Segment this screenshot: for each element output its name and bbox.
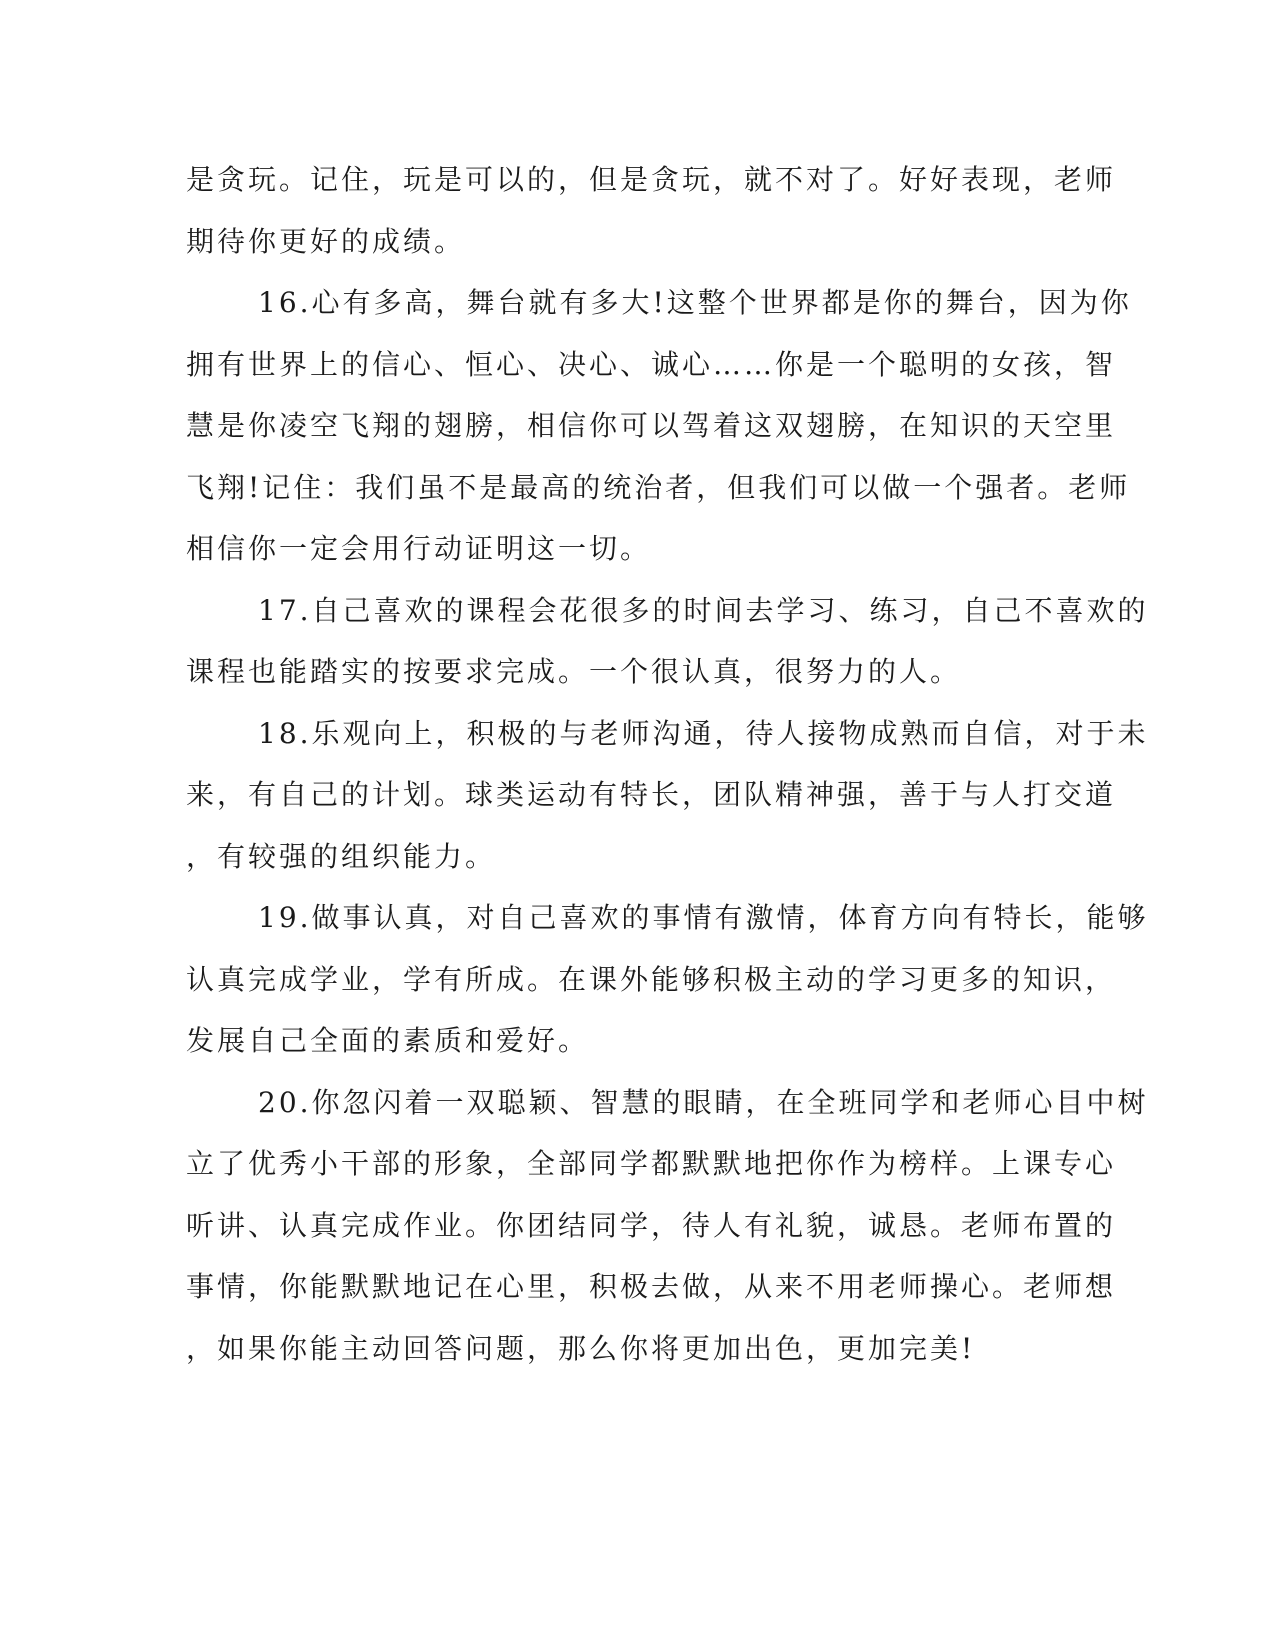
paragraph-18 [186, 712, 1149, 897]
text-line: 飞翔!记住：我们虽不是最高的统治者，但我们可以做一个强者。老师 [186, 470, 1131, 504]
text-line: 拥有世界上的信心、恒心、决心、诚心……你是一个聪明的女孩，智 [186, 347, 1117, 381]
text-line: 是贪玩。记住，玩是可以的，但是贪玩，就不对了。好好表现，老师 [186, 163, 1117, 196]
text-line: 听讲、认真完成作业。你团结同学，待人有礼貌，诚恳。老师布置的 [186, 1208, 1117, 1242]
text-line: ，有较强的组织能力。 [186, 839, 497, 873]
paragraph-16 [186, 281, 1132, 589]
text-line: 立了优秀小干部的形象，全部同学都默默地把你作为榜样。上课专心 [186, 1147, 1117, 1180]
text-line: 20.你忽闪着一双聪颖、智慧的眼睛，在全班同学和老师心目中树 [258, 1085, 1149, 1119]
paragraph-17 [186, 589, 1149, 712]
document-body [186, 158, 1149, 1388]
text-line: 期待你更好的成绩。 [186, 224, 466, 258]
text-line: 慧是你凌空飞翔的翅膀，相信你可以驾着这双翅膀，在知识的天空里 [186, 409, 1117, 442]
text-line: 事情，你能默默地记在心里，积极去做，从来不用老师操心。老师想 [186, 1270, 1117, 1303]
text-line: 课程也能踏实的按要求完成。一个很认真，很努力的人。 [186, 655, 962, 688]
paragraph-continuation [186, 158, 1117, 281]
text-line: 19.做事认真，对自己喜欢的事情有激情，体育方向有特长，能够 [258, 901, 1149, 934]
text-line: 16.心有多高，舞台就有多大!这整个世界都是你的舞台，因为你 [258, 286, 1132, 319]
text-line: 来，有自己的计划。球类运动有特长，团队精神强，善于与人打交道 [186, 778, 1117, 811]
text-line: 18.乐观向上，积极的与老师沟通，待人接物成熟而自信，对于未 [258, 716, 1149, 750]
paragraph-19 [186, 896, 1149, 1081]
text-line: 发展自己全面的素质和爱好。 [186, 1024, 590, 1057]
text-line: 相信你一定会用行动证明这一切。 [186, 532, 652, 565]
text-line: 认真完成学业，学有所成。在课外能够积极主动的学习更多的知识， [186, 962, 1117, 996]
text-line: 17.自己喜欢的课程会花很多的时间去学习、练习，自己不喜欢的 [258, 593, 1149, 627]
paragraph-20 [186, 1081, 1149, 1389]
text-line: ，如果你能主动回答问题，那么你将更加出色，更加完美! [186, 1331, 976, 1365]
